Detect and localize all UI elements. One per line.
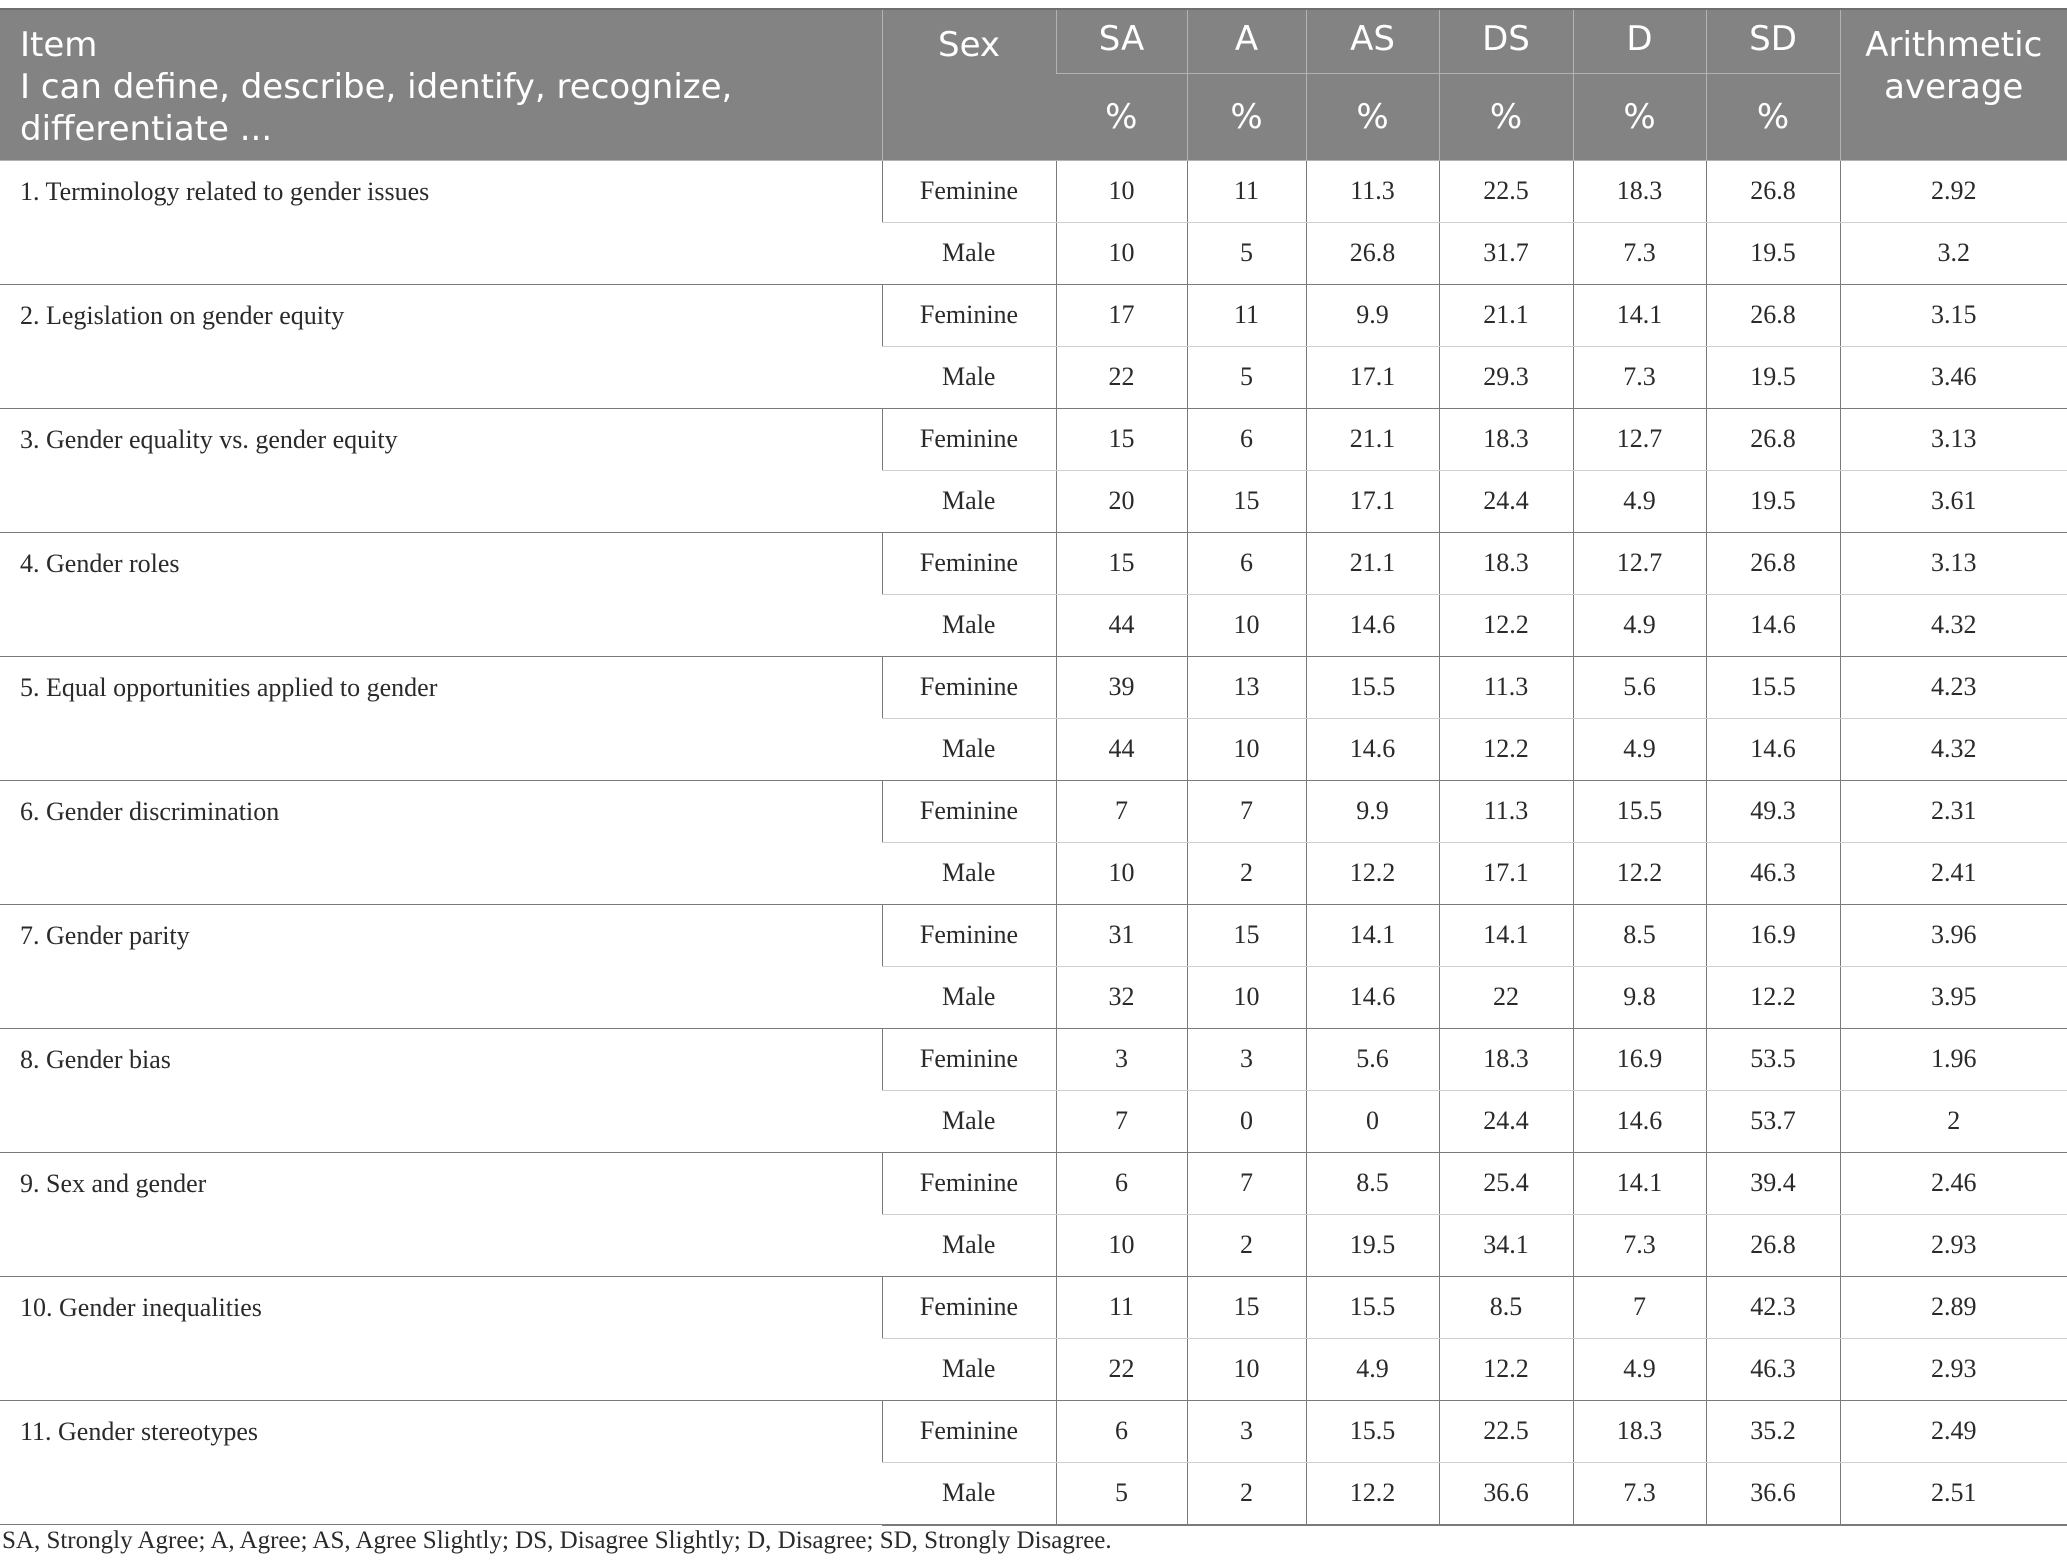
item-label: 7. Gender parity xyxy=(0,904,882,1028)
average-header-line1: Arithmetic xyxy=(1865,25,2043,65)
value-a: 3 xyxy=(1187,1028,1306,1090)
percent-unit: % xyxy=(1573,73,1706,160)
average-cell: 2.31 xyxy=(1840,780,2067,842)
value-sa: 31 xyxy=(1056,904,1187,966)
sex-cell: Feminine xyxy=(882,1152,1056,1214)
sex-cell: Male xyxy=(882,470,1056,532)
value-ds: 25.4 xyxy=(1439,1152,1573,1214)
item-label: 11. Gender stereotypes xyxy=(0,1400,882,1525)
value-sa: 11 xyxy=(1056,1276,1187,1338)
value-a: 2 xyxy=(1187,1462,1306,1525)
item-header-subtitle: I can define, describe, identify, recognize, differentiate ... xyxy=(20,67,733,149)
sex-cell: Male xyxy=(882,718,1056,780)
average-header-line2: average xyxy=(1884,67,2024,107)
value-a: 15 xyxy=(1187,470,1306,532)
value-as: 5.6 xyxy=(1306,1028,1439,1090)
average-header xyxy=(1840,9,2067,160)
value-d: 12.2 xyxy=(1573,842,1706,904)
value-sd: 14.6 xyxy=(1706,594,1840,656)
value-d: 7 xyxy=(1573,1276,1706,1338)
value-sa: 22 xyxy=(1056,1338,1187,1400)
sex-cell: Feminine xyxy=(882,904,1056,966)
table-body xyxy=(0,160,2067,1525)
value-as: 4.9 xyxy=(1306,1338,1439,1400)
item-header xyxy=(0,9,882,160)
item-label: 8. Gender bias xyxy=(0,1028,882,1152)
value-ds: 21.1 xyxy=(1439,284,1573,346)
value-sd: 26.8 xyxy=(1706,284,1840,346)
value-d: 5.6 xyxy=(1573,656,1706,718)
value-sa: 7 xyxy=(1056,1090,1187,1152)
average-cell: 3.2 xyxy=(1840,222,2067,284)
value-as: 17.1 xyxy=(1306,470,1439,532)
value-sd: 53.5 xyxy=(1706,1028,1840,1090)
value-as: 17.1 xyxy=(1306,346,1439,408)
value-sa: 20 xyxy=(1056,470,1187,532)
value-sd: 26.8 xyxy=(1706,408,1840,470)
value-a: 10 xyxy=(1187,594,1306,656)
value-as: 8.5 xyxy=(1306,1152,1439,1214)
value-ds: 12.2 xyxy=(1439,718,1573,780)
value-a: 2 xyxy=(1187,1214,1306,1276)
table-row xyxy=(0,904,2067,966)
value-a: 0 xyxy=(1187,1090,1306,1152)
percent-unit: % xyxy=(1439,73,1573,160)
value-sa: 22 xyxy=(1056,346,1187,408)
value-a: 15 xyxy=(1187,1276,1306,1338)
sex-cell: Feminine xyxy=(882,656,1056,718)
average-cell: 2.92 xyxy=(1840,160,2067,222)
value-as: 9.9 xyxy=(1306,780,1439,842)
value-d: 14.1 xyxy=(1573,284,1706,346)
value-sd: 14.6 xyxy=(1706,718,1840,780)
value-as: 14.6 xyxy=(1306,966,1439,1028)
value-d: 7.3 xyxy=(1573,346,1706,408)
value-d: 18.3 xyxy=(1573,160,1706,222)
value-sd: 49.3 xyxy=(1706,780,1840,842)
item-label: 9. Sex and gender xyxy=(0,1152,882,1276)
average-cell: 3.13 xyxy=(1840,408,2067,470)
value-sd: 42.3 xyxy=(1706,1276,1840,1338)
sex-cell: Feminine xyxy=(882,1028,1056,1090)
average-cell: 4.32 xyxy=(1840,718,2067,780)
value-ds: 8.5 xyxy=(1439,1276,1573,1338)
value-as: 21.1 xyxy=(1306,408,1439,470)
item-label: 6. Gender discrimination xyxy=(0,780,882,904)
percent-unit: % xyxy=(1056,73,1187,160)
value-d: 7.3 xyxy=(1573,1214,1706,1276)
value-sd: 26.8 xyxy=(1706,532,1840,594)
value-sd: 15.5 xyxy=(1706,656,1840,718)
value-d: 4.9 xyxy=(1573,594,1706,656)
value-sa: 6 xyxy=(1056,1152,1187,1214)
value-a: 5 xyxy=(1187,346,1306,408)
average-cell: 2.89 xyxy=(1840,1276,2067,1338)
value-ds: 22.5 xyxy=(1439,1400,1573,1462)
value-d: 14.6 xyxy=(1573,1090,1706,1152)
sex-cell: Feminine xyxy=(882,1276,1056,1338)
value-sd: 26.8 xyxy=(1706,1214,1840,1276)
value-sd: 39.4 xyxy=(1706,1152,1840,1214)
average-cell: 3.13 xyxy=(1840,532,2067,594)
value-d: 9.8 xyxy=(1573,966,1706,1028)
value-a: 10 xyxy=(1187,718,1306,780)
value-ds: 14.1 xyxy=(1439,904,1573,966)
value-a: 11 xyxy=(1187,160,1306,222)
value-a: 3 xyxy=(1187,1400,1306,1462)
value-ds: 11.3 xyxy=(1439,656,1573,718)
sex-cell: Male xyxy=(882,594,1056,656)
header-a: A xyxy=(1187,9,1306,73)
value-as: 26.8 xyxy=(1306,222,1439,284)
value-as: 12.2 xyxy=(1306,842,1439,904)
sex-cell: Feminine xyxy=(882,408,1056,470)
value-sd: 12.2 xyxy=(1706,966,1840,1028)
value-d: 14.1 xyxy=(1573,1152,1706,1214)
value-ds: 31.7 xyxy=(1439,222,1573,284)
value-a: 10 xyxy=(1187,1338,1306,1400)
average-cell: 2.93 xyxy=(1840,1338,2067,1400)
sex-cell: Feminine xyxy=(882,1400,1056,1462)
value-d: 7.3 xyxy=(1573,1462,1706,1525)
table-row xyxy=(0,284,2067,346)
sex-cell: Male xyxy=(882,1462,1056,1525)
value-d: 15.5 xyxy=(1573,780,1706,842)
value-sa: 3 xyxy=(1056,1028,1187,1090)
average-cell: 3.46 xyxy=(1840,346,2067,408)
value-sd: 19.5 xyxy=(1706,470,1840,532)
table-row xyxy=(0,780,2067,842)
item-header-label: Item xyxy=(20,25,98,65)
table-row xyxy=(0,532,2067,594)
value-a: 10 xyxy=(1187,966,1306,1028)
value-sd: 35.2 xyxy=(1706,1400,1840,1462)
value-as: 12.2 xyxy=(1306,1462,1439,1525)
table-row xyxy=(0,160,2067,222)
item-label: 2. Legislation on gender equity xyxy=(0,284,882,408)
sex-cell: Feminine xyxy=(882,532,1056,594)
value-ds: 24.4 xyxy=(1439,1090,1573,1152)
value-sa: 10 xyxy=(1056,842,1187,904)
value-as: 15.5 xyxy=(1306,656,1439,718)
sex-cell: Male xyxy=(882,1090,1056,1152)
average-cell: 3.61 xyxy=(1840,470,2067,532)
value-d: 12.7 xyxy=(1573,408,1706,470)
header-sa: SA xyxy=(1056,9,1187,73)
value-ds: 12.2 xyxy=(1439,1338,1573,1400)
value-ds: 17.1 xyxy=(1439,842,1573,904)
value-a: 5 xyxy=(1187,222,1306,284)
average-cell: 4.32 xyxy=(1840,594,2067,656)
value-sa: 6 xyxy=(1056,1400,1187,1462)
value-ds: 18.3 xyxy=(1439,1028,1573,1090)
average-cell: 2.49 xyxy=(1840,1400,2067,1462)
item-label: 10. Gender inequalities xyxy=(0,1276,882,1400)
value-ds: 36.6 xyxy=(1439,1462,1573,1525)
value-as: 14.1 xyxy=(1306,904,1439,966)
table-row xyxy=(0,1152,2067,1214)
value-ds: 24.4 xyxy=(1439,470,1573,532)
value-sd: 26.8 xyxy=(1706,160,1840,222)
value-a: 11 xyxy=(1187,284,1306,346)
value-d: 4.9 xyxy=(1573,718,1706,780)
value-d: 4.9 xyxy=(1573,1338,1706,1400)
average-cell: 2.51 xyxy=(1840,1462,2067,1525)
value-sa: 15 xyxy=(1056,408,1187,470)
value-sa: 44 xyxy=(1056,718,1187,780)
value-sd: 36.6 xyxy=(1706,1462,1840,1525)
item-label: 5. Equal opportunities applied to gender xyxy=(0,656,882,780)
value-sa: 39 xyxy=(1056,656,1187,718)
percent-unit: % xyxy=(1706,73,1840,160)
value-sd: 53.7 xyxy=(1706,1090,1840,1152)
average-cell: 3.95 xyxy=(1840,966,2067,1028)
value-sa: 10 xyxy=(1056,1214,1187,1276)
value-ds: 22.5 xyxy=(1439,160,1573,222)
value-ds: 11.3 xyxy=(1439,780,1573,842)
table-footnote: SA, Strongly Agree; A, Agree; AS, Agree Slightly; DS, Disagree Slightly; D, Disagree; SD, Strongly Disagree. xyxy=(2,1527,1112,1554)
average-cell: 3.15 xyxy=(1840,284,2067,346)
average-cell: 2.41 xyxy=(1840,842,2067,904)
value-as: 14.6 xyxy=(1306,594,1439,656)
average-cell: 1.96 xyxy=(1840,1028,2067,1090)
table-row xyxy=(0,408,2067,470)
average-cell: 3.96 xyxy=(1840,904,2067,966)
item-label: 1. Terminology related to gender issues xyxy=(0,160,882,284)
value-as: 15.5 xyxy=(1306,1276,1439,1338)
sex-cell: Male xyxy=(882,222,1056,284)
value-a: 13 xyxy=(1187,656,1306,718)
value-sa: 10 xyxy=(1056,160,1187,222)
average-cell: 2.46 xyxy=(1840,1152,2067,1214)
sex-cell: Male xyxy=(882,1214,1056,1276)
value-as: 21.1 xyxy=(1306,532,1439,594)
value-sa: 10 xyxy=(1056,222,1187,284)
value-d: 7.3 xyxy=(1573,222,1706,284)
value-a: 15 xyxy=(1187,904,1306,966)
value-sa: 32 xyxy=(1056,966,1187,1028)
table-row xyxy=(0,1276,2067,1338)
value-sd: 19.5 xyxy=(1706,346,1840,408)
header-ds: DS xyxy=(1439,9,1573,73)
value-sd: 16.9 xyxy=(1706,904,1840,966)
value-as: 9.9 xyxy=(1306,284,1439,346)
header-d: D xyxy=(1573,9,1706,73)
value-sa: 7 xyxy=(1056,780,1187,842)
value-ds: 12.2 xyxy=(1439,594,1573,656)
header-as: AS xyxy=(1306,9,1439,73)
average-cell: 2.93 xyxy=(1840,1214,2067,1276)
sex-cell: Male xyxy=(882,346,1056,408)
value-d: 8.5 xyxy=(1573,904,1706,966)
value-sd: 46.3 xyxy=(1706,1338,1840,1400)
value-ds: 22 xyxy=(1439,966,1573,1028)
value-sa: 15 xyxy=(1056,532,1187,594)
value-ds: 29.3 xyxy=(1439,346,1573,408)
item-label: 4. Gender roles xyxy=(0,532,882,656)
sex-cell: Feminine xyxy=(882,284,1056,346)
value-ds: 18.3 xyxy=(1439,532,1573,594)
survey-results-table xyxy=(0,8,2067,1526)
table-row xyxy=(0,1400,2067,1462)
value-a: 6 xyxy=(1187,408,1306,470)
percent-unit: % xyxy=(1187,73,1306,160)
value-d: 4.9 xyxy=(1573,470,1706,532)
value-sd: 46.3 xyxy=(1706,842,1840,904)
value-ds: 18.3 xyxy=(1439,408,1573,470)
value-sd: 19.5 xyxy=(1706,222,1840,284)
average-cell: 2 xyxy=(1840,1090,2067,1152)
sex-cell: Male xyxy=(882,1338,1056,1400)
percent-unit: % xyxy=(1306,73,1439,160)
table-row xyxy=(0,1028,2067,1090)
header-sd: SD xyxy=(1706,9,1840,73)
value-d: 18.3 xyxy=(1573,1400,1706,1462)
sex-cell: Male xyxy=(882,966,1056,1028)
value-d: 16.9 xyxy=(1573,1028,1706,1090)
table-row xyxy=(0,656,2067,718)
value-as: 19.5 xyxy=(1306,1214,1439,1276)
item-label: 3. Gender equality vs. gender equity xyxy=(0,408,882,532)
value-a: 7 xyxy=(1187,1152,1306,1214)
sex-cell: Feminine xyxy=(882,780,1056,842)
value-as: 11.3 xyxy=(1306,160,1439,222)
value-ds: 34.1 xyxy=(1439,1214,1573,1276)
value-sa: 44 xyxy=(1056,594,1187,656)
value-a: 7 xyxy=(1187,780,1306,842)
value-a: 6 xyxy=(1187,532,1306,594)
value-d: 12.7 xyxy=(1573,532,1706,594)
sex-header: Sex xyxy=(882,9,1056,160)
value-sa: 5 xyxy=(1056,1462,1187,1525)
sex-cell: Feminine xyxy=(882,160,1056,222)
average-cell: 4.23 xyxy=(1840,656,2067,718)
value-as: 0 xyxy=(1306,1090,1439,1152)
sex-cell: Male xyxy=(882,842,1056,904)
value-as: 15.5 xyxy=(1306,1400,1439,1462)
value-sa: 17 xyxy=(1056,284,1187,346)
value-as: 14.6 xyxy=(1306,718,1439,780)
value-a: 2 xyxy=(1187,842,1306,904)
